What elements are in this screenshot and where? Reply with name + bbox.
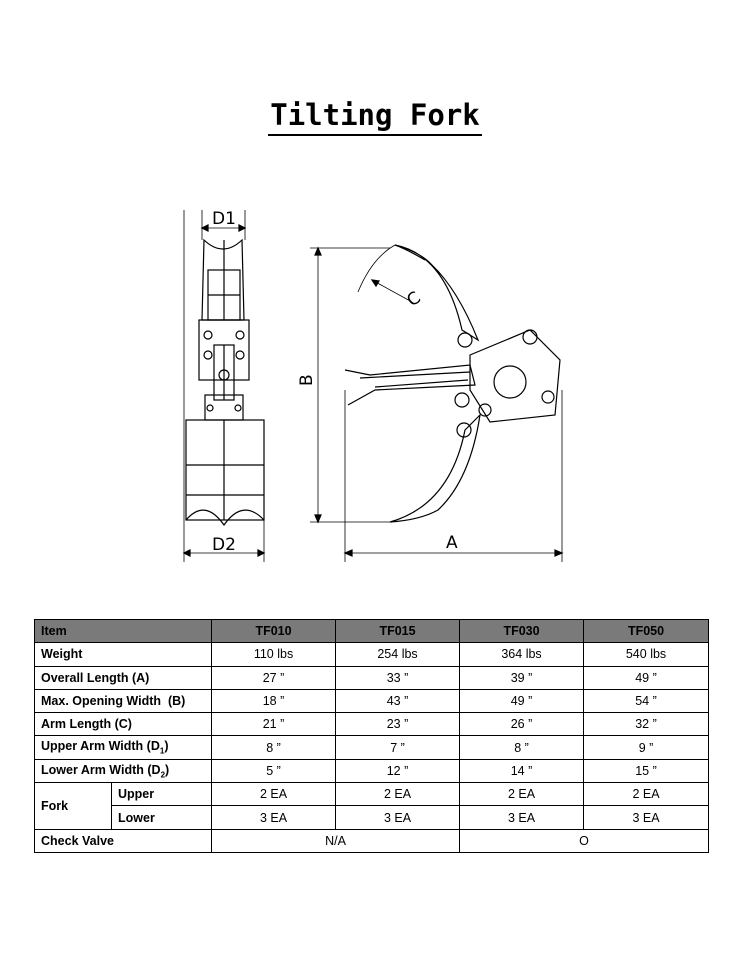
cell: 21 ” (212, 713, 336, 736)
label-b: B (297, 374, 317, 386)
fork-upper-label: Upper (112, 783, 212, 806)
cell: 8 ” (460, 736, 584, 759)
cell: 39 ” (460, 666, 584, 689)
cell: 43 ” (336, 689, 460, 712)
cell: 3 EA (336, 806, 460, 829)
table-row (35, 643, 709, 666)
page-title (0, 98, 750, 132)
row-label: Max. Opening Width (B) (35, 689, 212, 712)
cell: 33 ” (336, 666, 460, 689)
cell: 364 lbs (460, 643, 584, 666)
cell: 49 ” (460, 689, 584, 712)
row-label-sub: 2 (160, 770, 166, 780)
dimension-labels (212, 209, 458, 555)
page-title-text: Tilting Fork (268, 98, 482, 136)
table-row (35, 783, 709, 806)
row-label: Check Valve (35, 829, 212, 852)
cell: 14 ” (460, 759, 584, 782)
cell: 12 ” (336, 759, 460, 782)
cell: 2 EA (212, 783, 336, 806)
header-model: TF010 (212, 620, 336, 643)
cell: 110 lbs (212, 643, 336, 666)
cell: N/A (212, 829, 460, 852)
table-row (35, 666, 709, 689)
fork-lower-label: Lower (112, 806, 212, 829)
row-label (35, 736, 212, 759)
cell: 15 ” (584, 759, 709, 782)
fork-label: Fork (35, 783, 112, 830)
cell: 2 EA (460, 783, 584, 806)
cell: 9 ” (584, 736, 709, 759)
header-model: TF015 (336, 620, 460, 643)
label-c: C (403, 287, 425, 312)
cell: 18 ” (212, 689, 336, 712)
table-row (35, 759, 709, 782)
table-row (35, 713, 709, 736)
table-row (35, 736, 709, 759)
label-d1: D1 (212, 209, 236, 229)
row-label-end: ) (165, 762, 170, 777)
cell: 32 ” (584, 713, 709, 736)
label-d2: D2 (212, 535, 236, 555)
cell: 26 ” (460, 713, 584, 736)
table-row (35, 689, 709, 712)
table-row (35, 829, 709, 852)
cell: 7 ” (336, 736, 460, 759)
spec-table (34, 619, 709, 853)
label-a: A (446, 533, 458, 553)
row-label: Arm Length (C) (35, 713, 212, 736)
cell: 5 ” (212, 759, 336, 782)
cell: 2 EA (584, 783, 709, 806)
row-label (35, 759, 212, 782)
cell: 54 ” (584, 689, 709, 712)
technical-drawing (0, 180, 750, 600)
cell: 3 EA (460, 806, 584, 829)
row-label-text: Upper Arm Width (D (41, 739, 160, 754)
row-label: Weight (35, 643, 212, 666)
row-label-sub: 1 (159, 746, 165, 756)
cell: 49 ” (584, 666, 709, 689)
side-view (184, 210, 264, 562)
cell: 3 EA (212, 806, 336, 829)
header-model: TF050 (584, 620, 709, 643)
header-model: TF030 (460, 620, 584, 643)
cell: 254 lbs (336, 643, 460, 666)
front-view (310, 245, 562, 562)
cell: 8 ” (212, 736, 336, 759)
cell: O (460, 829, 709, 852)
cell: 3 EA (584, 806, 709, 829)
cell: 23 ” (336, 713, 460, 736)
cell: 540 lbs (584, 643, 709, 666)
row-label-text: Lower Arm Width (D (41, 762, 161, 777)
table-row (35, 806, 709, 829)
header-item: Item (35, 620, 212, 643)
row-label: Overall Length (A) (35, 666, 212, 689)
row-label-end: ) (164, 739, 169, 754)
table-header-row (35, 620, 709, 643)
cell: 2 EA (336, 783, 460, 806)
cell: 27 ” (212, 666, 336, 689)
